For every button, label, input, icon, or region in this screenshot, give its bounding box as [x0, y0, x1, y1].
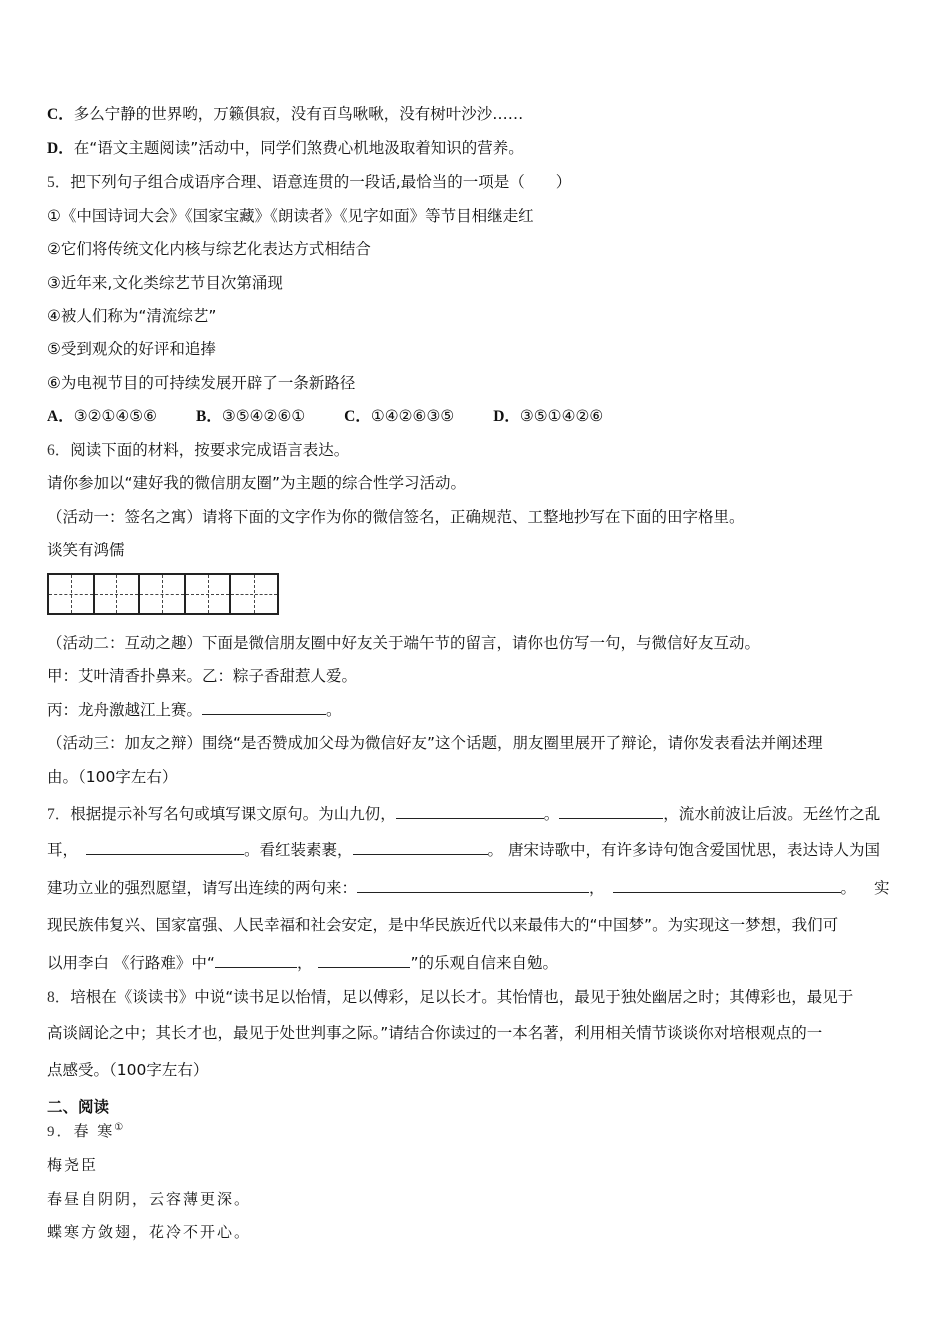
q4-option-c — [47, 104, 523, 125]
q6-activity-1: （活动一：签名之寓）请将下面的文字作为你的微信签名，正确规范、工整地抄写在下面的田字格里。 — [47, 508, 745, 526]
text-fragment: 。 唐宋诗歌中，有许多诗句饱含爱国忧思，表达诗人为国 — [487, 841, 880, 859]
text-fragment: ， — [589, 879, 605, 897]
question-number: 7． — [47, 806, 71, 823]
bing-prefix: 丙：龙舟激越江上赛。 — [47, 701, 203, 719]
option-label: C． — [344, 408, 371, 425]
q5-sentence-3: ③近年来,文化类综艺节目次第涌现 — [47, 274, 283, 292]
q6-signature-text: 谈笑有鸿儒 — [47, 541, 125, 559]
option-label: A． — [47, 408, 74, 425]
q9-title — [47, 1121, 125, 1142]
text-fragment: 实 — [874, 879, 890, 897]
q5-option-c[interactable] — [344, 406, 454, 427]
option-value: ①④②⑥③⑤ — [370, 407, 455, 425]
grid-cell[interactable] — [186, 575, 232, 613]
q5-sentence-1: ①《中国诗词大会》《国家宝藏》《朗读者》《见字如面》等节目相继走红 — [47, 207, 534, 225]
q7-line-2 — [47, 840, 880, 860]
option-value: ③②①④⑤⑥ — [73, 407, 158, 425]
answer-blank[interactable] — [318, 953, 410, 968]
poem-title: 春 寒 — [73, 1122, 115, 1140]
q9-poem-line-2: 蝶寒方敛翅，花冷不开心。 — [47, 1223, 252, 1241]
q6-jia-yi: 甲：艾叶清香扑鼻来。乙：粽子香甜惹人爱。 — [47, 667, 358, 685]
answer-blank[interactable] — [215, 953, 297, 968]
option-label: D． — [493, 408, 520, 425]
grid-cell[interactable] — [95, 575, 141, 613]
q5-option-d[interactable] — [493, 406, 603, 427]
text-fragment: 。 — [543, 805, 560, 823]
q5-option-b[interactable] — [196, 406, 305, 427]
grid-cell[interactable] — [140, 575, 186, 613]
text-fragment: 建功立业的强烈愿望，请写出连续的两句来： — [47, 879, 358, 897]
option-label: B． — [196, 408, 222, 425]
q9-author: 梅尧臣 — [47, 1156, 99, 1174]
text-fragment: 根据提示补写名句或填写课文原句。为山九仞， — [70, 805, 396, 823]
question-text: 把下列句子组合成语序合理、语意连贯的一段话,最恰当的一项是（ ） — [70, 173, 572, 191]
option-value: ③⑤④②⑥① — [221, 407, 306, 425]
question-number: 5． — [47, 174, 71, 191]
text-fragment: 。 — [840, 879, 857, 897]
q7-line-5 — [47, 953, 558, 973]
answer-blank[interactable] — [396, 804, 544, 819]
q8-line-1 — [47, 987, 853, 1008]
answer-blank[interactable] — [202, 700, 326, 715]
text-fragment: 以用李白 《行路难》中“ — [47, 954, 215, 972]
q6-activity-2: （活动二：互动之趣）下面是微信朋友圈中好友关于端午节的留言，请你也仿写一句，与微信好友互动。 — [47, 634, 761, 652]
question-text: 培根在《谈读书》中说“读书足以怡情，足以傅彩，足以长才。其怡情也，最见于独处幽居之时；其傅彩也，最见于 — [70, 988, 854, 1006]
grid-cell[interactable] — [49, 575, 95, 613]
q6-activity-3-line2: 由。（100字左右） — [47, 768, 178, 786]
grid-cell[interactable] — [231, 575, 277, 613]
option-text: 在“语文主题阅读”活动中，同学们煞费心机地汲取着知识的营养。 — [73, 139, 524, 157]
answer-blank[interactable] — [559, 804, 663, 819]
q5-option-a[interactable] — [47, 406, 157, 427]
text-fragment: ，流水前波让后波。无丝竹之乱 — [663, 805, 881, 823]
q6-stem — [47, 440, 349, 461]
q7-line-1 — [47, 804, 880, 825]
text-fragment: 。看红装素裹， — [244, 841, 353, 859]
q5-sentence-2: ②它们将传统文化内核与综艺化表达方式相结合 — [47, 240, 371, 258]
q5-sentence-4: ④被人们称为“清流综艺” — [47, 307, 217, 325]
q5-stem — [47, 172, 571, 193]
answer-blank[interactable] — [353, 840, 488, 855]
text-fragment: ”的乐观自信来自勉。 — [410, 954, 559, 972]
q8-line-3: 点感受。（100字左右） — [47, 1061, 209, 1079]
q6-bing — [47, 700, 342, 720]
option-value: ③⑤①④②⑥ — [519, 407, 604, 425]
bing-suffix: 。 — [326, 701, 342, 719]
answer-blank[interactable] — [357, 878, 589, 893]
question-number: 9． — [47, 1124, 74, 1140]
tianzige-grid[interactable] — [47, 573, 279, 615]
q4-option-d — [47, 138, 524, 159]
q6-intro: 请你参加以“建好我的微信朋友圈”为主题的综合性学习活动。 — [47, 474, 467, 492]
q5-sentence-6: ⑥为电视节目的可持续发展开辟了一条新路径 — [47, 374, 356, 392]
q7-line-4: 现民族伟复兴、国家富强、人民幸福和社会安定，是中华民族近代以来最伟大的“中国梦”。为实现这一梦想，我们可 — [47, 916, 839, 934]
answer-blank[interactable] — [613, 878, 841, 893]
footnote-mark: ① — [114, 1122, 126, 1133]
question-number: 6． — [47, 442, 71, 459]
option-label: D． — [47, 140, 74, 157]
section-title-reading: 二、阅读 — [47, 1098, 110, 1116]
q9-poem-line-1: 春昼自阴阴，云容薄更深。 — [47, 1190, 252, 1208]
q5-sentence-5: ⑤受到观众的好评和追捧 — [47, 340, 216, 358]
question-number: 8． — [47, 989, 71, 1006]
q6-activity-3-line1: （活动三：加友之辩）围绕“是否赞成加父母为微信好友”这个话题，朋友圈里展开了辩论，请你发表看法并阐述理 — [47, 734, 823, 752]
q5-options — [47, 406, 637, 427]
option-text: 多么宁静的世界哟，万籁俱寂，没有百鸟啾啾，没有树叶沙沙…… — [73, 105, 524, 123]
option-label: C． — [47, 106, 74, 123]
question-text: 阅读下面的材料，按要求完成语言表达。 — [70, 441, 350, 459]
text-fragment: ， — [296, 954, 313, 972]
answer-blank[interactable] — [86, 840, 244, 855]
text-fragment: 耳， — [47, 841, 79, 859]
q8-line-2: 高谈阔论之中；其长才也，最见于处世判事之际。”请结合你读过的一本名著，利用相关情节谈谈你对培根观点的一 — [47, 1024, 823, 1042]
q7-line-3 — [47, 878, 890, 898]
